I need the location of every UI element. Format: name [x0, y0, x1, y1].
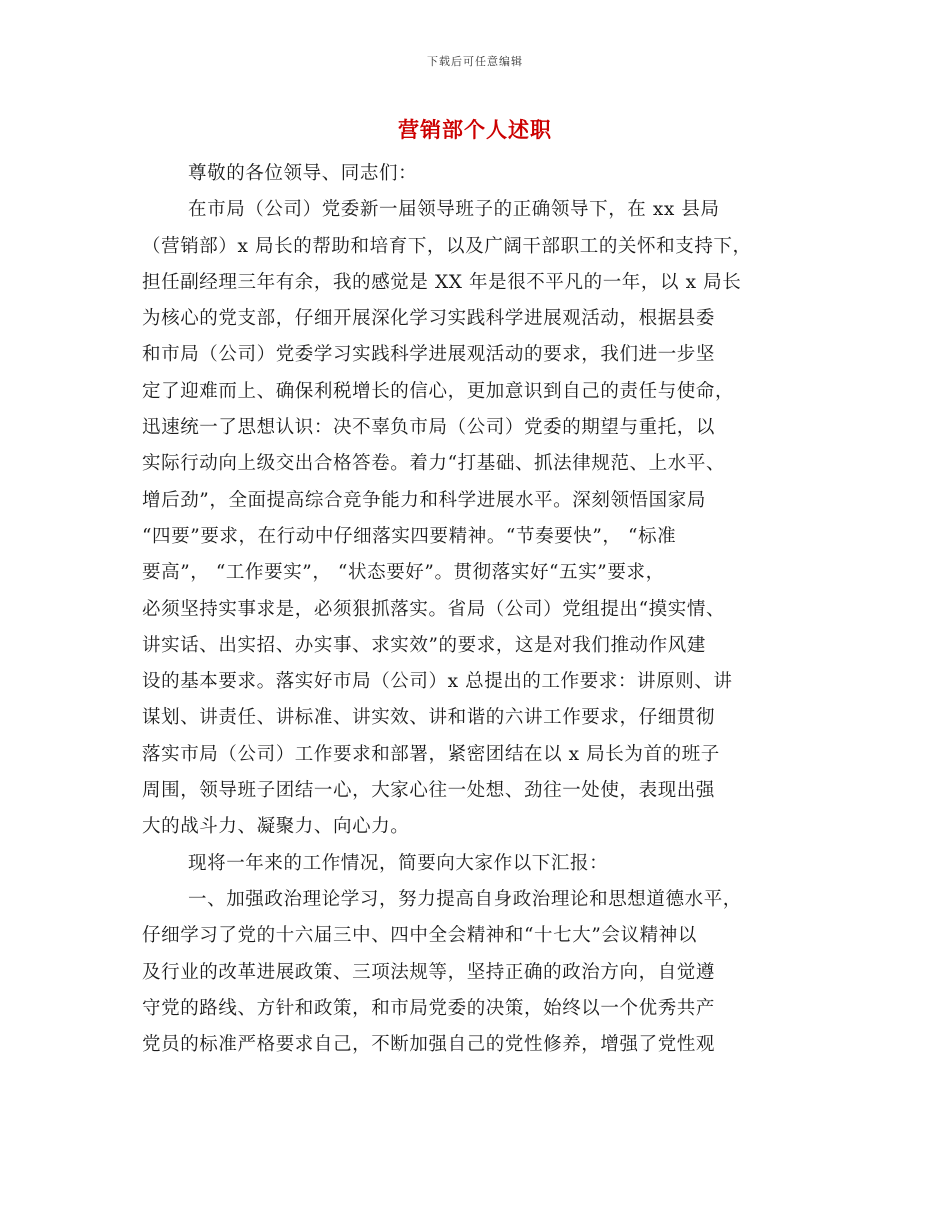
- body-line: 落实市局（公司）工作要求和部署，紧密团结在以 x 局长为首的班子: [142, 743, 720, 765]
- body-line: “四要”要求，在行动中仔细落实四要精神。“节奏要快”， “标准: [142, 525, 677, 547]
- body-line: 担任副经理三年有余，我的感觉是 XX 年是很不平凡的一年，以 x 局长: [142, 271, 742, 293]
- page-header-note: 下载后可任意编辑: [427, 55, 523, 68]
- body-line: 实际行动向上级交出合格答卷。着力“打基础、抓法律规范、上水平、: [142, 453, 726, 475]
- body-line: 讲实话、出实招、办实事、求实效”的要求，这是对我们推动作风建: [142, 634, 706, 656]
- body-line: 周围，领导班子团结一心，大家心往一处想、劲往一处使，表现出强: [142, 780, 716, 802]
- body-line: 设的基本要求。落实好市局（公司）x 总提出的工作要求：讲原则、讲: [142, 671, 733, 693]
- body-line-section-one: 一、加强政治理论学习，努力提高自身政治理论和思想道德水平，: [188, 888, 742, 910]
- body-line: 仔细学习了党的十六届三中、四中全会精神和“十七大”会议精神以: [142, 925, 697, 947]
- body-line: 及行业的改革进展政策、三项法规等，坚持正确的政治方向，自觉遵: [142, 961, 716, 983]
- body-line: 增后劲”，全面提高综合竞争能力和科学进展水平。深刻领悟国家局: [142, 489, 706, 511]
- body-line-report-intro: 现将一年来的工作情况，简要向大家作以下汇报：: [188, 852, 609, 874]
- body-line: 定了迎难而上、确保利税增长的信心，更加意识到自己的责任与使命，: [142, 380, 735, 402]
- body-line: 要高”， “工作要实”， “状态要好”。贯彻落实好“五实”要求，: [142, 562, 665, 584]
- body-line: 守党的路线、方针和政策，和市局党委的决策，始终以一个优秀共产: [142, 997, 716, 1019]
- body-line: 大的战斗力、凝聚力、向心力。: [142, 816, 410, 838]
- body-line: 和市局（公司）党委学习实践科学进展观活动的要求，我们进一步坚: [142, 344, 716, 366]
- body-line: 迅速统一了思想认识：决不辜负市局（公司）党委的期望与重托，以: [142, 417, 716, 439]
- body-line: （营销部）x 局长的帮助和培育下，以及广阔干部职工的关怀和支持下，: [142, 235, 752, 257]
- body-line: 为核心的党支部，仔细开展深化学习实践科学进展观活动，根据县委: [142, 308, 716, 330]
- body-line: 党员的标准严格要求自己，不断加强自己的党性修养，增强了党性观: [142, 1034, 716, 1056]
- body-line: 在市局（公司）党委新一届领导班子的正确领导下，在 xx 县局: [188, 199, 720, 221]
- body-line: 必须坚持实事求是，必须狠抓落实。省局（公司）党组提出“摸实情、: [142, 598, 726, 620]
- body-line: 谋划、讲责任、讲标准、讲实效、讲和谐的六讲工作要求，仔细贯彻: [142, 707, 716, 729]
- document-title: 营销部个人述职: [398, 117, 552, 142]
- body-line-salutation: 尊敬的各位领导、同志们：: [188, 163, 418, 184]
- document-body: [142, 156, 808, 1063]
